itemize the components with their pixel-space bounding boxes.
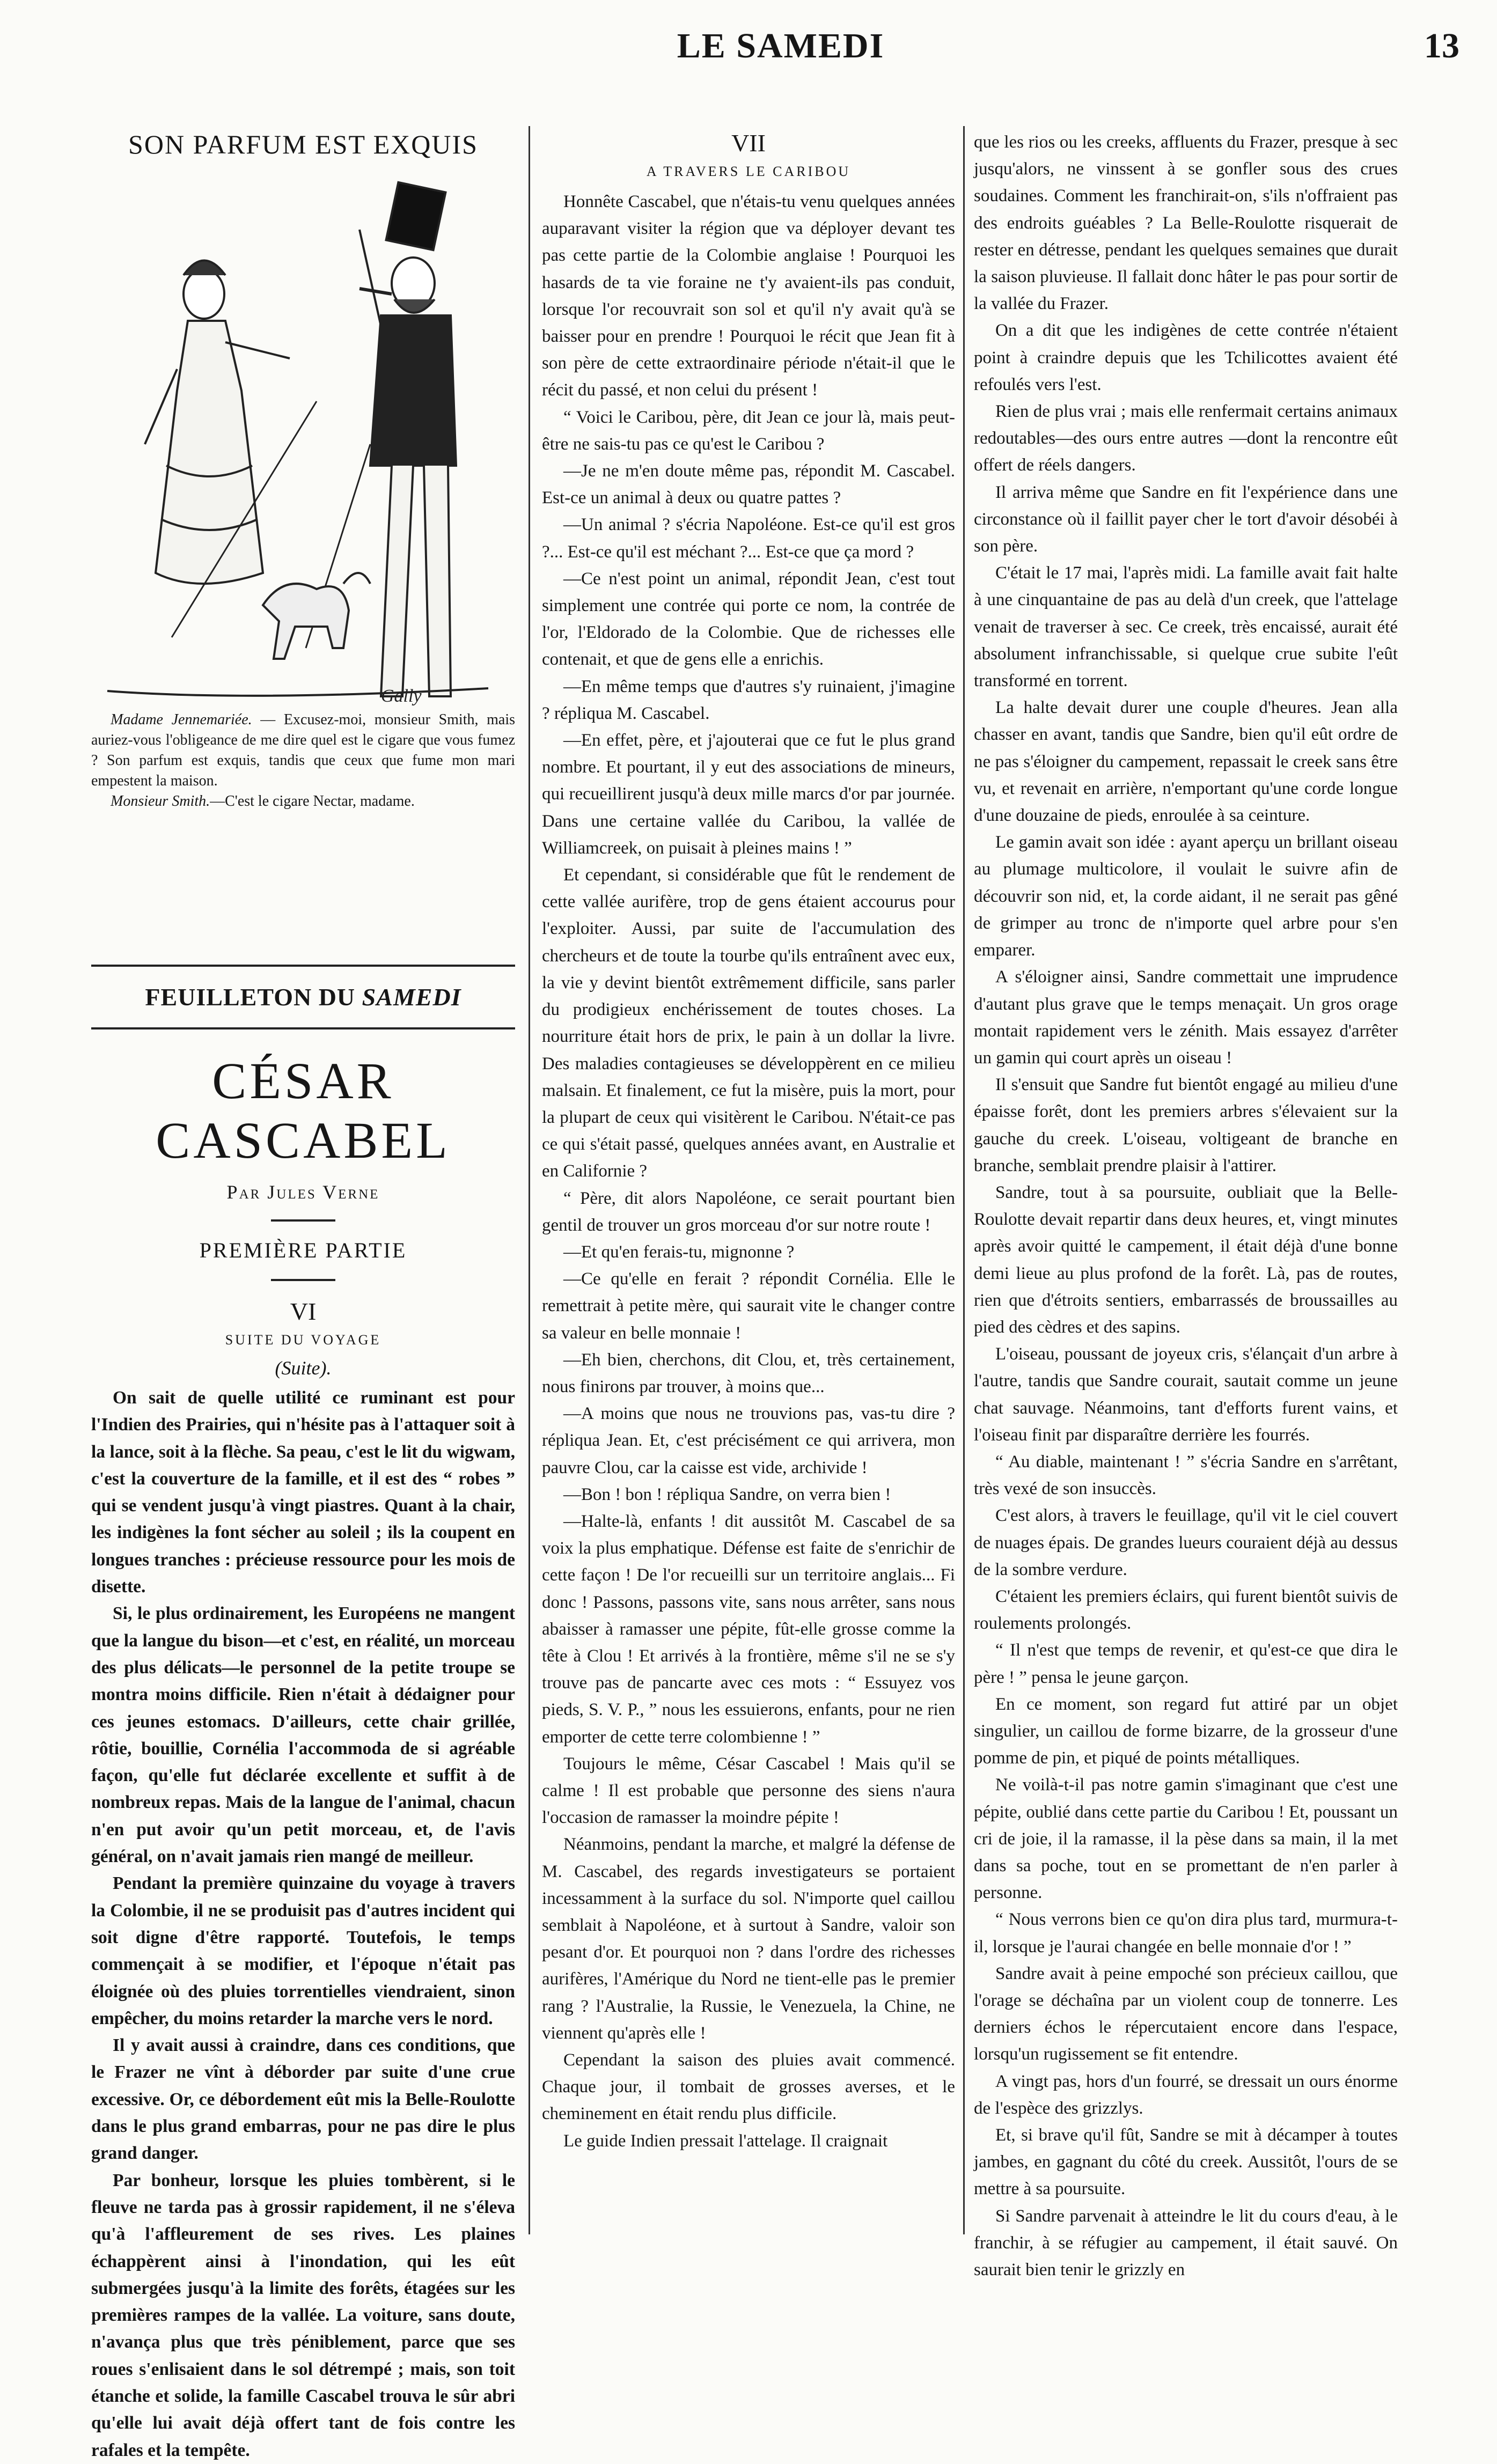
paragraph: —Je ne m'en doute même pas, répondit M. Cascabel. Est-ce un animal à deux ou quatre pattes ? <box>542 461 955 508</box>
paragraph: Il s'ensuit que Sandre fut bientôt engagé au milieu d'une épaisse forêt, dont les premiers arbres s'élevaient sur la gauche du creek. L'oiseau, voltigeant de branche en branche, semblait prendre plaisir à l'attirer. <box>974 1075 1398 1175</box>
paragraph: Et, si brave qu'il fût, Sandre se mit à décamper à toutes jambes, en gagnant du côté du creek. Aussitôt, l'ours de se mettre à sa poursuite. <box>974 2125 1398 2199</box>
paragraph: Ne voilà-t-il pas notre gamin s'imaginant que c'est une pépite, oublié dans cette partie du Caribou ! Et, poussant un cri de joie, il la ramasse, il la pèse dans sa main, il la met dans sa poche, tout en se promettant de n'en parler à personne. <box>974 1775 1398 1903</box>
paragraph: C'était le 17 mai, l'après midi. La famille avait fait halte à une cinquantaine de pas au delà d'un creek, que l'attelage venait de traverser à sec. Ce creek, très encaissé, aurait été absolument infranchissable, si quelque crue subite l'eût transformé en torrent. <box>974 563 1398 691</box>
paragraph: Sandre, tout à sa poursuite, oubliait que la Belle-Roulotte devait repartir dans deux heures, et, vingt minutes après avoir quitté le campement, il était déjà d'une bonne demi lieue au plus profond de la forêt. Là, pas de routes, rien que d'étroits sentiers, embarrassés de broussailles au pied des cèdres et des sapins. <box>974 1182 1398 1337</box>
paragraph: “ Il n'est que temps de revenir, et qu'est-ce que dira le père ! ” pensa le jeune garçon. <box>974 1641 1398 1687</box>
column-1 <box>91 129 515 2460</box>
engraver-signature: Gally <box>381 686 422 706</box>
chapter-title: A TRAVERS LE CARIBOU <box>646 164 851 179</box>
column-2 <box>542 129 955 2232</box>
feuilleton-label <box>91 983 515 1011</box>
paragraph: On a dit que les indigènes de cette contrée n'étaient point à craindre depuis que les Tchilicottes avaient été refoulés vers l'est. <box>974 321 1398 394</box>
paragraph: Le guide Indien pressait l'attelage. Il craignait <box>563 2131 888 2151</box>
paragraph: —Bon ! bon ! répliqua Sandre, on verra bien ! <box>563 1484 891 1504</box>
paragraph: Il y avait aussi à craindre, dans ces conditions, que le Frazer ne vînt à déborder par suite d'une crue excessive. Or, ce débordement eût mis la Belle-Roulotte dans le plus grand embarras, pour ne pas dire le plus grand danger. <box>91 2035 515 2164</box>
engraving-caption <box>91 710 515 812</box>
paragraph: Par bonheur, lorsque les pluies tombèrent, si le fleuve ne tarda pas à grossir rapidement, il ne s'éleva qu'à l'affleurement de ses rives. Les plaines échappèrent ainsi à l'inondation, qui les eût submergées jusqu'à la limite des forêts, étagées sur les premières rampes de la vallée. La voiture, sans doute, n'avança plus que très péniblement, parce que ses roues s'enlisaient dans le sol détrempé ; mais, son toit étanche et solide, la famille Cascabel trouva le sûr abri qu'elle lui avait déjà offert tant de fois contre les rafales et la tempête. <box>91 2170 515 2460</box>
cigar-illustration-icon <box>91 165 515 707</box>
paragraph: A s'éloigner ainsi, Sandre commettait une imprudence d'autant plus grave que le temps menaçait. Un gros orage montait rapidement vers le zénith. Mais essayez d'arrêter un gamin qui court après un oiseau ! <box>974 967 1398 1068</box>
short-rule <box>271 1219 335 1222</box>
byline: Par Jules Verne <box>226 1181 380 1203</box>
paragraph: A vingt pas, hors d'un fourré, se dressait un ours énorme de l'espèce des grizzlys. <box>974 2071 1398 2118</box>
column-rule <box>529 126 530 2234</box>
paragraph: —Ce qu'elle en ferait ? répondit Cornélia. Elle le remettrait à petite mère, qui saurait vite le changer contre sa valeur en belle monnaie ! <box>542 1269 955 1343</box>
running-head <box>0 26 1497 74</box>
short-rule <box>271 1279 335 1281</box>
engraving-title: SON PARFUM EST EXQUIS <box>128 129 478 159</box>
paragraph: En ce moment, son regard fut attiré par un objet singulier, un caillou de forme bizarre, de la grosseur d'une pomme de pin, et piqué de points métalliques. <box>974 1694 1398 1768</box>
paragraph: —Un animal ? s'écria Napoléone. Est-ce qu'il est gros ?... Est-ce qu'il est méchant ?... Est-ce que ça mord ? <box>542 515 955 562</box>
paragraph: —En effet, père, et j'ajouterai que ce fut le plus grand nombre. Et pourtant, il y eut des associations de mineurs, qui recueillirent jusqu'à deux mille marcs d'or par journée. Dans une certaine vallée du Caribou, la vallée de Williamcreek, on puisait à pleines mains ! ” <box>542 731 955 858</box>
paragraph: Si, le plus ordinairement, les Européens ne mangent que la langue du bison—et c'est, en réalité, un morceau des plus délicats—le personnel de la petite troupe se montra moins difficile. Rien n'était à dédaigner pour ces jeunes estomacs. D'ailleurs, cette chair grillée, rôtie, bouillie, Cornélia l'accommoda de si agréable façon, qu'elle fut déclarée excellente et suffit à de nombreux repas. Mais de la langue de l'animal, chacun n'en put avoir qu'un petit morceau, et, de l'avis général, on n'avait jamais rien mangé de meilleur. <box>91 1604 515 1867</box>
paragraph: Honnête Cascabel, que n'étais-tu venu quelques années auparavant visiter la région que va déployer devant tes pas cette partie de la Colombie anglaise ! Pourquoi les hasards de ta vie foraine ne t'y avaient-ils pas conduit, lorsque l'or recouvrait son sol et qu'il n'y avait qu'à se baisser pour en prendre ! Pourquoi le récit que Jean fit à son père de cette extraordinaire période n'était-il que le récit du passé, et non celui du présent ! <box>542 192 955 400</box>
paragraph: Rien de plus vrai ; mais elle renfermait certains animaux redoutables—des ours entre autres —dont la rencontre eût offert de réels dangers. <box>974 402 1398 475</box>
paragraph: —Eh bien, cherchons, dit Clou, et, très certainement, nous finirons par trouver, à moins que... <box>542 1350 955 1396</box>
caption-text: — Excusez-moi, monsieur Smith, mais auriez-vous l'obligeance de me dire quel est le cigare que vous fumez ? Son parfum est exquis, tandis que ceux que fume mon mari empestent la maison. <box>91 711 515 789</box>
paragraph: —Ce n'est point un animal, répondit Jean, c'est tout simplement une contrée qui porte ce nom, la contrée de l'or, l'Eldorado de la Colombie. Que de richesses elle contenait, et que de gens elle a enrichis. <box>542 569 955 670</box>
paragraph: —Halte-là, enfants ! dit aussitôt M. Cascabel de sa voix la plus emphatique. Défense est faite de s'enrichir de cette façon ! De l'or recueilli sur un territoire anglais... Fi donc ! Passons, passons vite, sans nous arrêter, sans nous abaisser à ramasser une pépite, fût-elle grosse comme la tête à Clou ! Et arrivés à la frontière, même s'il ne se s'y trouve pas de pancarte avec ces mots : “ Essuyez vos pieds, S. V. P., ” nous les essuierons, enfants, pour ne rien emporter de cette terre colombienne ! ” <box>542 1511 955 1747</box>
paragraph: Et cependant, si considérable que fût le rendement de cette vallée aurifère, trop de gens étaient accourus pour l'exploiter. Aussi, par suite de l'accumulation des chercheurs et de toute la tourbe qu'ils entraînent avec eux, la vie y devint bientôt extrêmement difficile, sans parler du prodigieux enchérissement de toutes choses. La nourriture était hors de prix, le pain à un dollar la livre. Des maladies contagieuses se développèrent en ce milieu malsain. Et finalement, ce fut la misère, puis la mort, pour la plupart de ceux qui visitèrent le Caribou. N'était-ce pas ce qui s'était passé, quelques années avant, en Australie et en Californie ? <box>542 865 955 1181</box>
caption-text: —C'est le cigare Nectar, madame. <box>210 793 415 810</box>
col3-body <box>974 129 1398 2283</box>
feuilleton-label-text: FEUILLETON DU <box>145 983 362 1011</box>
chapter-number: VI <box>290 1298 317 1325</box>
paragraph: On sait de quelle utilité ce ruminant est pour l'Indien des Prairies, qui n'hésite pas à l'attaquer soit à la lance, soit à la flèche. Sa peau, c'est le lit du wigwam, c'est la couverture de la famille, et il est des “ robes ” qui se vendent jusqu'à vingt piastres. Quant à la chair, les indigènes la font sécher au soleil ; ils la coupent en longues tranches : précieuse ressource pour les mois de disette. <box>91 1388 515 1597</box>
paragraph: Toujours le même, César Cascabel ! Mais qu'il se calme ! Il est probable que personne des siens n'aura l'occasion de ramasser la moindre pépite ! <box>542 1754 955 1828</box>
caption-speaker: Madame Jennemariée. <box>111 711 252 728</box>
paragraph: L'oiseau, poussant de joyeux cris, s'élançait d'un arbre à l'autre, tandis que Sandre courait, sautait comme un jeune chat sauvage. Néanmoins, tant d'efforts furent vains, et l'oiseau finit par disparaître derrière les fourrés. <box>974 1344 1398 1445</box>
paragraph: Néanmoins, pendant la marche, et malgré la défense de M. Cascabel, des regards investigateurs se portaient incessamment à la surface du sol. N'importe quel caillou semblait à Napoléone, et à surtout à Sandre, valoir son pesant d'or. Et pourquoi non ? dans l'ordre des richesses aurifères, l'Amérique du Nord ne tient-elle pas le premier rang ? l'Australie, la Russie, le Venezuela, la Chine, ne viennent qu'après elle ! <box>542 1835 955 2043</box>
engraving-illustration <box>91 165 515 948</box>
paragraph: que les rios ou les creeks, affluents du Frazer, presque à sec jusqu'alors, ne vinssent à se gonfler sous des crues soudaines. Comment les franchirait-on, s'ils n'offraient pas des endroits guéables ? La Belle-Roulotte risquerait de rester en détresse, pendant les quelques semaines que durait la saison pluvieuse. Il fallait donc hâter le pas pour sortir de la vallée du Frazer. <box>974 133 1398 314</box>
paragraph: Il arriva même que Sandre en fit l'expérience dans une circonstance où il faillit payer cher le tort d'avoir désobéi à son père. <box>974 482 1398 556</box>
part-heading: PREMIÈRE PARTIE <box>199 1238 407 1262</box>
col2-body <box>542 188 955 2154</box>
paragraph: —Et qu'en ferais-tu, mignonne ? <box>563 1242 795 1262</box>
continued-note: (Suite). <box>275 1357 332 1379</box>
paragraph: —En même temps que d'autres s'y ruinaient, j'imagine ? répliqua M. Cascabel. <box>542 676 955 723</box>
paragraph: Cependant la saison des pluies avait commencé. Chaque jour, il tombait de grosses averses, et le cheminement en était rendu plus difficile. <box>542 2050 955 2124</box>
chapter-title: SUITE DU VOYAGE <box>225 1332 381 1348</box>
paragraph: La halte devait durer une couple d'heures. Jean alla chasser en avant, tandis que Sandre, bien qu'il eût ordre de ne pas s'éloigner du campement, repassait le creek sans être vu, et revenait en arrière, n'emportant qu'une corde longue d'une douzaine de pieds, enroulée à sa ceinture. <box>974 698 1398 826</box>
paragraph: —A moins que nous ne trouvions pas, vas-tu dire ? répliqua Jean. Et, c'est précisément ce qui arrivera, mon pauvre Clou, car la caisse est vide, archivide ! <box>542 1404 955 1477</box>
paragraph: Le gamin avait son idée : ayant aperçu un brillant oiseau au plumage multicolore, il voulait le suivre afin de découvrir son nid, et, la corde aidant, il ne serait pas gêné de grimper au tronc de n'importe quel arbre pour s'en emparer. <box>974 833 1398 960</box>
paragraph: “ Nous verrons bien ce qu'on dira plus tard, murmura-t-il, lorsque je l'aurai changée en belle monnaie d'or ! ” <box>974 1910 1398 1957</box>
column-rule <box>963 126 965 2234</box>
feuilleton-label-italic: SAMEDI <box>362 983 461 1011</box>
chapter-number: VII <box>731 129 766 157</box>
section-rule <box>91 965 515 967</box>
paragraph: C'étaient les premiers éclairs, qui furent bientôt suivis de roulements prolongés. <box>974 1586 1398 1634</box>
serial-title: CÉSAR CASCABEL <box>156 1052 451 1169</box>
column-3 <box>974 129 1398 2280</box>
paragraph: “ Père, dit alors Napoléone, ce serait pourtant bien gentil de trouver un gros morceau d'or sur notre route ! <box>542 1188 955 1235</box>
paragraph: “ Au diable, maintenant ! ” s'écria Sandre en s'arrêtant, très vexé de son insuccès. <box>974 1452 1398 1499</box>
paragraph: “ Voici le Caribou, père, dit Jean ce jour là, mais peut-être ne sais-tu pas ce qu'est le Caribou ? <box>542 407 955 454</box>
paragraph: Pendant la première quinzaine du voyage à travers la Colombie, il ne se produisit pas d'autres incident qui soit digne d'être rapporté. Toutefois, le temps commençait à se modifier, et l'époque n'était pas éloignée où des pluies torrentielles viendraient, sinon empêcher, du moins retarder la marche vers le nord. <box>91 1873 515 2028</box>
caption-speaker: Monsieur Smith. <box>111 793 210 810</box>
paragraph: Sandre avait à peine empoché son précieux caillou, que l'orage se déchaîna par un violent coup de tonnerre. Les derniers échos le répercutaient encore dans l'espace, lorsqu'un rugissement se fit entendre. <box>974 1963 1398 2064</box>
page-number: 13 <box>1424 26 1459 65</box>
newspaper-title: LE SAMEDI <box>677 26 885 65</box>
col1-body <box>91 1385 515 2464</box>
paragraph: Si Sandre parvenait à atteindre le lit du cours d'eau, à le franchir, à se réfugier au campement, il était sauvé. On saurait bien tenir le grizzly en <box>974 2206 1398 2280</box>
section-rule <box>91 1027 515 1029</box>
paragraph: C'est alors, à travers le feuillage, qu'il vit le ciel couvert de nuages épais. De grandes lueurs couraient déjà au dessus de la sombre verdure. <box>974 1506 1398 1579</box>
